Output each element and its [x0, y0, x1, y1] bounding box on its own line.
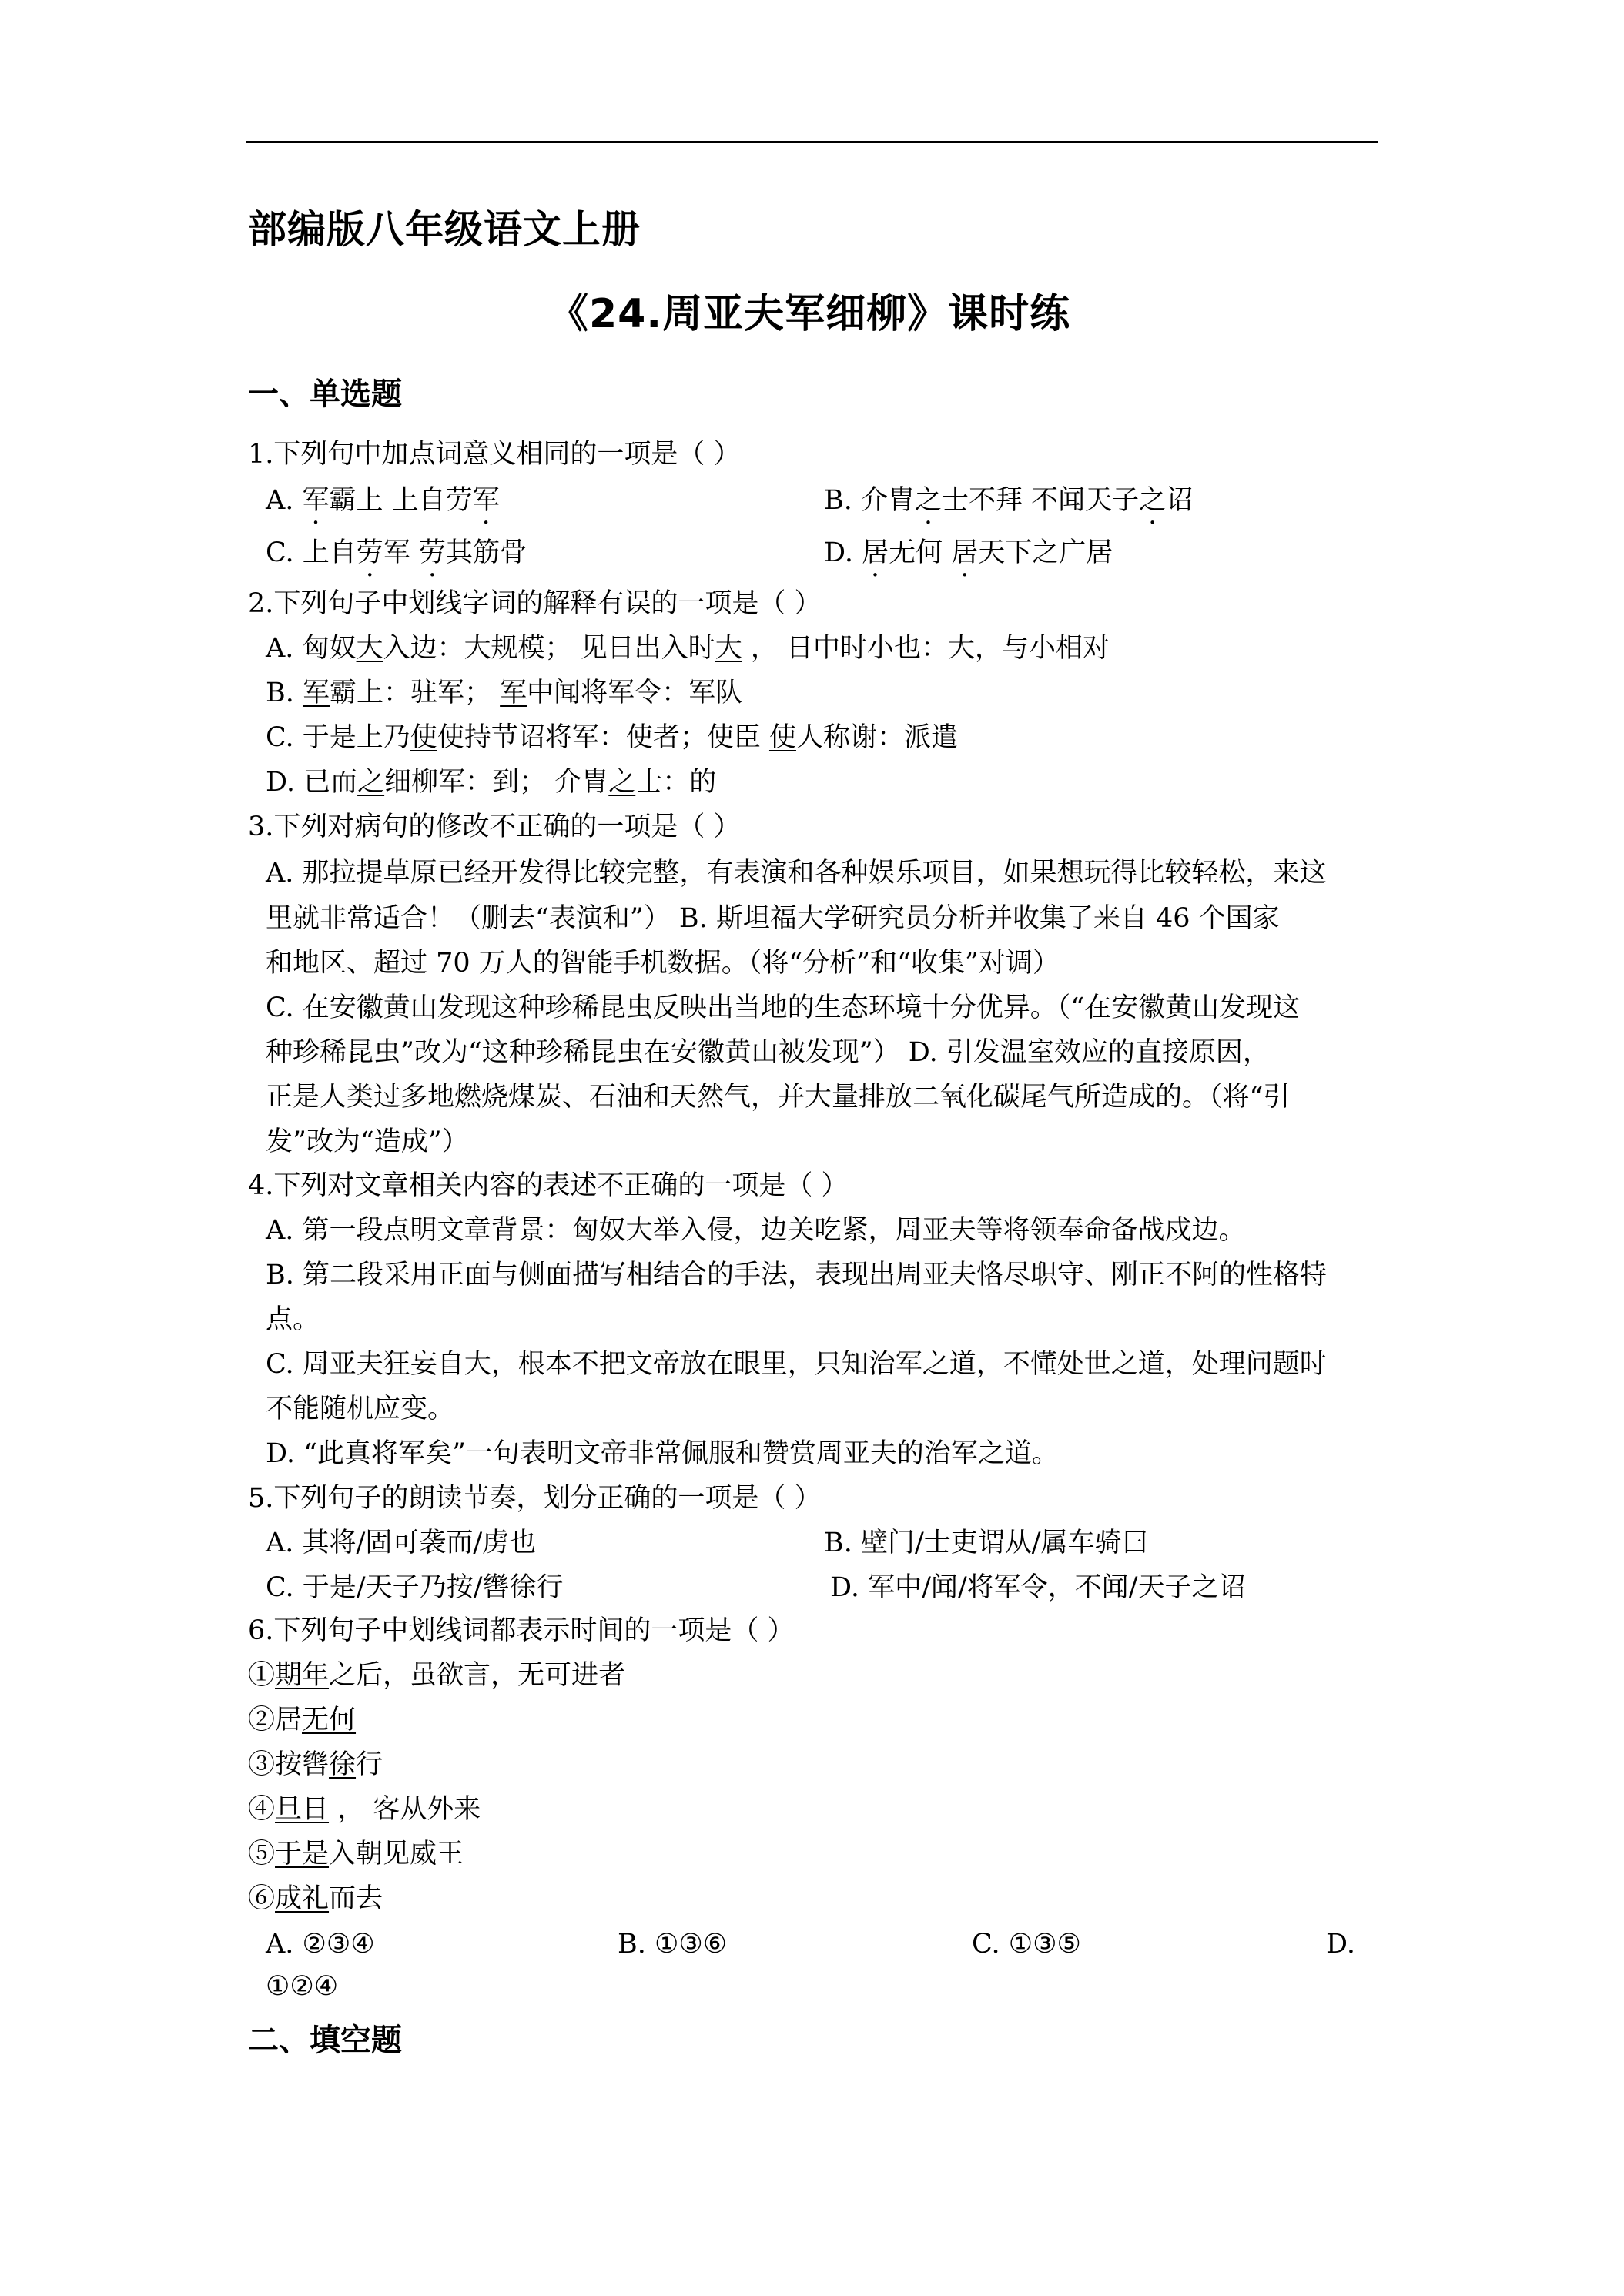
question-5-stem: 5.下列句子的朗读节奏，划分正确的一项是（ ） [248, 1483, 822, 1514]
question-3-line-6: 正是人类过多地燃烧煤炭、石油和天然气，并大量排放二氧化碳尾气所造成的。（将“引 [266, 1082, 1291, 1113]
question-1-option-a: A. 军霸上 上自劳军 [266, 485, 500, 516]
question-6-option-c: C. ①③⑤ [972, 1929, 1081, 1960]
question-1-option-b: B. 介胄之士不拜 不闻天子之诏 [824, 485, 1194, 516]
question-6-option-d-value: ①②④ [266, 1971, 339, 2002]
question-2-option-d: D. 已而之细柳军：到； 介胄之士：的 [266, 767, 717, 798]
question-3-line-4: C. 在安徽黄山发现这种珍稀昆虫反映出当地的生态环境十分优异。（“在安徽黄山发现这 [266, 992, 1301, 1023]
question-4-option-b-line-1: B. 第二段采用正面与侧面描写相结合的手法，表现出周亚夫恪尽职守、刚正不阿的性格特 [266, 1260, 1327, 1290]
subject-heading: 部编版八年级语文上册 [248, 207, 641, 252]
question-5-option-a: A. 其将/固可袭而/虏也 [266, 1528, 537, 1558]
question-3-line-3: 和地区、超过 70 万人的智能手机数据。（将“分析”和“收集”对调） [266, 948, 1060, 979]
question-3-stem: 3.下列对病句的修改不正确的一项是（ ） [248, 812, 741, 842]
question-3-line-7: 发”改为“造成”） [266, 1126, 469, 1157]
question-5-option-b: B. 壁门/士吏谓从/属车骑曰 [824, 1528, 1149, 1558]
question-4-option-c-line-2: 不能随机应变。 [266, 1394, 455, 1424]
question-2-option-c: C. 于是上乃使使持节诏将军：使者；使臣 使人称谢：派遣 [266, 722, 958, 753]
question-4-stem: 4.下列对文章相关内容的表述不正确的一项是（ ） [248, 1170, 849, 1201]
question-6-option-a: A. ②③④ [266, 1929, 375, 1960]
question-2-stem: 2.下列句子中划线字词的解释有误的一项是（ ） [248, 588, 822, 619]
page-title: 《24.周亚夫军细柳》课时练 [548, 291, 1071, 337]
header-rule [246, 141, 1378, 143]
question-5-option-c: C. 于是/天子乃按/辔徐行 [266, 1572, 564, 1603]
question-6-item-4: ④旦日 ， 客从外来 [248, 1794, 481, 1825]
question-1-option-d: D. 居无何 居天下之广居 [824, 537, 1113, 568]
question-6-item-6: ⑥成礼而去 [248, 1883, 383, 1914]
question-4-option-c-line-1: C. 周亚夫狂妄自大，根本不把文帝放在眼里，只知治军之道，不懂处世之道，处理问题时 [266, 1349, 1327, 1380]
question-6-option-b: B. ①③⑥ [618, 1929, 728, 1960]
question-6-item-5: ⑤于是入朝见威王 [248, 1839, 464, 1869]
section-heading-fill-blank: 二、填空题 [248, 2023, 402, 2058]
question-6-item-1: ①期年之后，虽欲言，无可进者 [248, 1660, 626, 1691]
question-2-option-b: B. 军霸上：驻军； 军中闻将军令：军队 [266, 678, 743, 708]
question-5-option-d: D. 军中/闻/将军令，不闻/天子之诏 [830, 1572, 1246, 1603]
question-6-option-d-label: D. [1326, 1929, 1355, 1960]
question-4-option-d: D. “此真将军矣”一句表明文帝非常佩服和赞赏周亚夫的治军之道。 [266, 1438, 1059, 1469]
question-4-option-b-line-2: 点。 [266, 1304, 320, 1335]
question-6-item-2: ②居无何 [248, 1705, 357, 1735]
question-2-option-a: A. 匈奴大入边：大规模； 见日出入时大 ， 日中时小也：大，与小相对 [266, 633, 1110, 664]
question-3-line-5: 种珍稀昆虫”改为“这种珍稀昆虫在安徽黄山被发现”） D. 引发温室效应的直接原因， [266, 1037, 1270, 1068]
question-1-stem: 1.下列句中加点词意义相同的一项是（ ） [248, 439, 741, 470]
section-heading-single-choice: 一、单选题 [248, 377, 402, 412]
question-3-line-1: A. 那拉提草原已经开发得比较完整，有表演和各种娱乐项目，如果想玩得比较轻松，来这 [266, 858, 1327, 889]
question-6-item-3: ③按辔徐行 [248, 1749, 383, 1780]
question-3-line-2: 里就非常适合！（删去“表演和”） B. 斯坦福大学研究员分析并收集了来自 46 个国家 [266, 903, 1280, 934]
question-1-option-c: C. 上自劳军 劳其筋骨 [266, 537, 527, 568]
question-6-stem: 6.下列句子中划线词都表示时间的一项是（ ） [248, 1615, 795, 1646]
question-4-option-a: A. 第一段点明文章背景：匈奴大举入侵，边关吃紧，周亚夫等将领奉命备战戍边。 [266, 1215, 1246, 1246]
